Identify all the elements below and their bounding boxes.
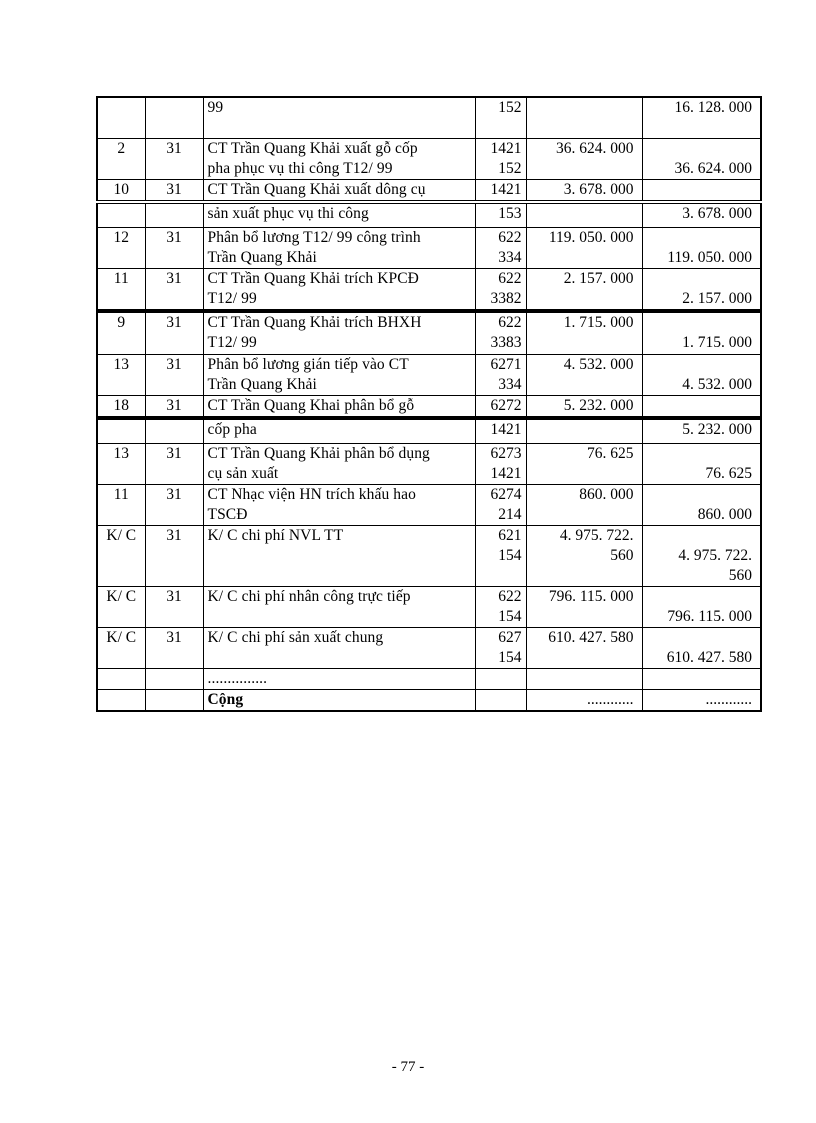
empty-cell (97, 690, 145, 712)
table-row (97, 587, 761, 628)
cell-line: 6273 (490, 445, 522, 462)
credit-amount-cell (642, 180, 761, 203)
account-code-cell (475, 485, 526, 526)
account-code-cell (475, 202, 526, 228)
description-cell (203, 355, 475, 396)
cell-line: TSCĐ (207, 506, 248, 523)
voucher-number-cell: 10 (97, 180, 145, 203)
cell-line: 152 (498, 160, 522, 177)
table-row (97, 139, 761, 180)
account-code-cell (475, 180, 526, 203)
credit-amount-cell (642, 97, 761, 139)
debit-amount-cell (526, 418, 642, 444)
cell-line: Phân bổ lương gián tiếp vào CT (207, 356, 409, 373)
voucher-number-cell: 11 (97, 269, 145, 312)
cell-line (531, 204, 634, 224)
table-row (97, 418, 761, 444)
voucher-number-cell: 18 (97, 396, 145, 419)
account-code-cell (475, 311, 526, 355)
cell-line: 3383 (490, 334, 522, 351)
voucher-date-cell: 31 (145, 444, 203, 485)
cell-line (647, 180, 753, 200)
cell-line: 627 (498, 629, 522, 646)
cell-line: 5. 232. 000 (563, 397, 634, 414)
cell-line: K/ C chi phí nhân công trực tiếp (207, 588, 411, 605)
cell-line: 154 (498, 649, 522, 666)
cell-line: 16. 128. 000 (674, 99, 752, 116)
cell-line: 119. 050. 000 (548, 229, 634, 246)
cell-line: 622 (498, 270, 522, 287)
credit-amount-cell (642, 444, 761, 485)
description-cell (203, 418, 475, 444)
debit-amount-cell (526, 180, 642, 203)
table-row (97, 355, 761, 396)
cell-line (531, 669, 634, 689)
voucher-number-cell: 13 (97, 355, 145, 396)
debit-amount-cell (526, 139, 642, 180)
table-row (97, 202, 761, 228)
cell-line: CT Trần Quang Khải xuất gỗ cốp (207, 140, 418, 157)
cell-line (480, 669, 522, 689)
description-cell (203, 587, 475, 628)
voucher-date-cell: 31 (145, 485, 203, 526)
table-row (97, 669, 761, 690)
cell-line: Trần Quang Khải (207, 249, 317, 266)
voucher-date-cell: 31 (145, 628, 203, 669)
voucher-date-cell: 31 (145, 587, 203, 628)
account-code-cell (475, 418, 526, 444)
cell-line: 560 (610, 547, 634, 564)
table-row (97, 269, 761, 312)
debit-amount-cell (526, 444, 642, 485)
description-cell (203, 202, 475, 228)
credit-amount-cell (642, 396, 761, 419)
cell-line (647, 628, 753, 648)
cell-line (208, 607, 471, 627)
cell-line: 4. 532. 000 (563, 356, 634, 373)
cell-line: 610. 427. 580 (666, 649, 752, 666)
account-code-cell (475, 228, 526, 269)
cell-line (531, 420, 634, 440)
cell-line (531, 648, 634, 668)
voucher-number-cell: 2 (97, 139, 145, 180)
debit-amount-cell (526, 202, 642, 228)
voucher-number-cell: K/ C (97, 628, 145, 669)
cell-line (647, 313, 753, 333)
cell-line: 154 (498, 608, 522, 625)
cell-line (208, 648, 471, 668)
table-row (97, 228, 761, 269)
cell-line: cụ sản xuất (207, 465, 279, 482)
credit-amount-cell (642, 355, 761, 396)
cell-line: 119. 050. 000 (667, 249, 752, 266)
debit-amount-cell (526, 269, 642, 312)
ledger-body (97, 97, 761, 711)
cell-line (531, 566, 634, 586)
cell-line: 3. 678. 000 (682, 205, 752, 222)
cell-line: K/ C chi phí sản xuất chung (207, 629, 384, 646)
total-credit: ............ (642, 690, 761, 712)
cell-line: 621 (498, 527, 522, 544)
voucher-date-cell: 31 (145, 396, 203, 419)
cell-line: 6272 (490, 397, 522, 414)
debit-amount-cell (526, 355, 642, 396)
credit-amount-cell (642, 418, 761, 444)
cell-line: 560 (728, 567, 752, 584)
cell-line (647, 396, 753, 416)
credit-amount-cell (642, 311, 761, 355)
description-cell (203, 396, 475, 419)
cell-line (531, 375, 634, 395)
cell-line (647, 139, 753, 159)
cell-line (531, 333, 634, 353)
debit-amount-cell (526, 485, 642, 526)
account-code-cell (475, 444, 526, 485)
cell-line: 1421 (490, 140, 522, 157)
cell-line: 610. 427. 580 (548, 629, 634, 646)
cell-line: cốp pha (207, 421, 257, 438)
cell-line: 76. 625 (587, 445, 634, 462)
cell-line (531, 118, 634, 138)
empty-cell (475, 690, 526, 712)
cell-line: 5. 232. 000 (682, 421, 752, 438)
description-cell (203, 139, 475, 180)
cell-line: CT Nhạc viện HN trích khấu hao (207, 486, 416, 503)
debit-amount-cell (526, 587, 642, 628)
cell-line: 154 (498, 547, 522, 564)
page-number: - 77 - (391, 1059, 425, 1075)
cell-line: 99 (207, 99, 224, 116)
cell-line (531, 505, 634, 525)
cell-line: CT Trần Quang Khai phân bổ gỗ (207, 397, 415, 414)
account-code-cell (475, 628, 526, 669)
cell-line (531, 607, 634, 627)
debit-amount-cell (526, 526, 642, 587)
account-code-cell (475, 355, 526, 396)
cell-line: Phân bổ lương T12/ 99 công trình (207, 229, 421, 246)
cell-line: 622 (498, 588, 522, 605)
cell-line: CT Trần Quang Khải xuất dông cụ (207, 181, 426, 198)
table-row (97, 526, 761, 587)
description-cell (203, 526, 475, 587)
description-cell (203, 669, 475, 690)
cell-line: K/ C chi phí NVL TT (207, 527, 344, 544)
cell-line: 6271 (490, 356, 522, 373)
cell-line: 3382 (490, 290, 522, 307)
cell-line: CT Trần Quang Khải trích KPCĐ (207, 270, 419, 287)
cell-line (647, 669, 753, 689)
description-cell (203, 311, 475, 355)
cell-line: 36. 624. 000 (556, 140, 634, 157)
table-row (97, 311, 761, 355)
cell-line: 334 (498, 249, 522, 266)
credit-amount-cell (642, 526, 761, 587)
cell-line: 796. 115. 000 (548, 588, 634, 605)
voucher-number-cell: 11 (97, 485, 145, 526)
cell-line: 36. 624. 000 (674, 160, 752, 177)
empty-cell (145, 690, 203, 712)
cell-line: 860. 000 (579, 486, 634, 503)
voucher-number-cell: K/ C (97, 526, 145, 587)
cell-line: 4. 975. 722. (559, 527, 634, 544)
cell-line (208, 118, 471, 138)
credit-amount-cell (642, 202, 761, 228)
total-row (97, 690, 761, 712)
cell-line: pha phục vụ thi công T12/ 99 (207, 160, 393, 177)
cell-line (531, 248, 634, 268)
credit-amount-cell (642, 628, 761, 669)
voucher-number-cell: 9 (97, 311, 145, 355)
cell-line (208, 546, 471, 566)
cell-line (647, 485, 753, 505)
cell-line: 214 (498, 506, 522, 523)
cell-line (480, 566, 522, 586)
credit-amount-cell (642, 269, 761, 312)
cell-line: 4. 532. 000 (682, 376, 752, 393)
cell-line (647, 228, 753, 248)
table-row (97, 485, 761, 526)
cell-line (647, 118, 753, 138)
cell-line (647, 269, 753, 289)
table-row (97, 628, 761, 669)
debit-amount-cell (526, 396, 642, 419)
cell-line: 76. 625 (705, 465, 752, 482)
cell-line: 152 (498, 99, 522, 116)
voucher-date-cell: 31 (145, 139, 203, 180)
cell-line: CT Trần Quang Khải trích BHXH (207, 314, 422, 331)
cell-line (531, 98, 634, 118)
table-row (97, 444, 761, 485)
cell-line (531, 464, 634, 484)
ledger-table (96, 96, 762, 712)
voucher-date-cell (145, 418, 203, 444)
voucher-date-cell: 31 (145, 269, 203, 312)
voucher-date-cell (145, 669, 203, 690)
cell-line: ............... (207, 670, 268, 687)
cell-line: T12/ 99 (207, 290, 257, 307)
cell-line: 1. 715. 000 (682, 334, 752, 351)
cell-line (647, 355, 753, 375)
voucher-date-cell (145, 97, 203, 139)
account-code-cell (475, 526, 526, 587)
cell-line (647, 444, 753, 464)
description-cell (203, 180, 475, 203)
debit-amount-cell (526, 97, 642, 139)
description-cell (203, 228, 475, 269)
cell-line: 334 (498, 376, 522, 393)
description-cell (203, 97, 475, 139)
debit-amount-cell (526, 228, 642, 269)
description-cell (203, 628, 475, 669)
cell-line (647, 587, 753, 607)
table-row (97, 180, 761, 203)
account-code-cell (475, 139, 526, 180)
table-row (97, 396, 761, 419)
description-cell (203, 485, 475, 526)
cell-line: 4. 975. 722. (678, 547, 752, 564)
cell-line: 1421 (490, 181, 522, 198)
voucher-number-cell: 12 (97, 228, 145, 269)
credit-amount-cell (642, 669, 761, 690)
voucher-number-cell: 13 (97, 444, 145, 485)
cell-line (531, 159, 634, 179)
cell-line: 2. 157. 000 (563, 270, 634, 287)
description-cell (203, 269, 475, 312)
cell-line (480, 118, 522, 138)
cell-line: 860. 000 (697, 506, 752, 523)
cell-line: 6274 (490, 486, 522, 503)
voucher-date-cell: 31 (145, 228, 203, 269)
debit-amount-cell (526, 628, 642, 669)
debit-amount-cell (526, 669, 642, 690)
cell-line: 1. 715. 000 (563, 314, 634, 331)
credit-amount-cell (642, 228, 761, 269)
cell-line: CT Trần Quang Khải phân bổ dụng (207, 445, 430, 462)
cell-line: T12/ 99 (207, 334, 257, 351)
voucher-number-cell (97, 202, 145, 228)
cell-line (647, 526, 753, 546)
cell-line: sản xuất phục vụ thi công (207, 205, 369, 222)
voucher-date-cell (145, 202, 203, 228)
voucher-number-cell (97, 669, 145, 690)
cell-line: 622 (498, 229, 522, 246)
table-row (97, 97, 761, 139)
account-code-cell (475, 669, 526, 690)
cell-line: 1421 (490, 421, 522, 438)
cell-line: 153 (498, 205, 522, 222)
account-code-cell (475, 396, 526, 419)
cell-line: 3. 678. 000 (563, 181, 634, 198)
account-code-cell (475, 587, 526, 628)
voucher-date-cell: 31 (145, 180, 203, 203)
debit-amount-cell (526, 311, 642, 355)
voucher-date-cell: 31 (145, 526, 203, 587)
credit-amount-cell (642, 587, 761, 628)
voucher-number-cell (97, 97, 145, 139)
account-code-cell (475, 269, 526, 312)
voucher-date-cell: 31 (145, 355, 203, 396)
voucher-number-cell: K/ C (97, 587, 145, 628)
voucher-number-cell (97, 418, 145, 444)
cell-line: 796. 115. 000 (667, 608, 752, 625)
description-cell (203, 444, 475, 485)
cell-line: 1421 (490, 465, 522, 482)
voucher-date-cell: 31 (145, 311, 203, 355)
cell-line: 622 (498, 314, 522, 331)
cell-line (208, 566, 471, 586)
total-debit: ............ (526, 690, 642, 712)
cell-line (531, 289, 634, 309)
account-code-cell (475, 97, 526, 139)
credit-amount-cell (642, 485, 761, 526)
cell-line: Trần Quang Khải (207, 376, 317, 393)
credit-amount-cell (642, 139, 761, 180)
total-label: Cộng (203, 690, 475, 712)
cell-line: 2. 157. 000 (682, 290, 752, 307)
